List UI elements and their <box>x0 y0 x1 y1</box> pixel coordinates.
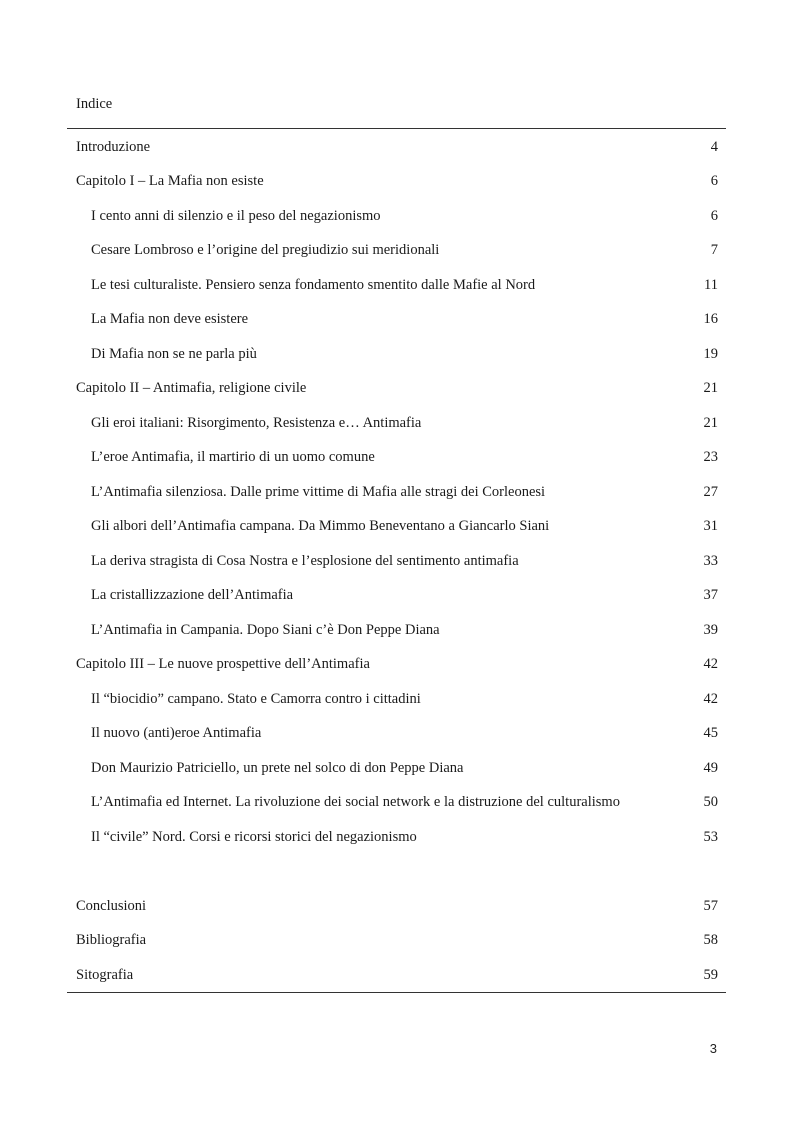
toc-chapter-entry[interactable] <box>76 165 718 200</box>
toc-entry-title: Di Mafia non se ne parla più <box>91 345 257 362</box>
toc-section-entry[interactable] <box>76 544 718 579</box>
toc-entry-page: 37 <box>703 587 718 604</box>
page-number: 3 <box>709 1041 717 1056</box>
toc-entry-title: Gli albori dell’Antimafia campana. Da Mimmo Beneventano a Giancarlo Siani <box>91 518 550 535</box>
toc-entry-title: Bibliografia <box>76 932 147 949</box>
toc-section-entry[interactable] <box>76 199 718 234</box>
toc-section-entry[interactable] <box>76 406 718 441</box>
toc-entry-page: 53 <box>703 828 718 845</box>
toc-entry-page: 16 <box>703 311 718 328</box>
toc-entry-page: 59 <box>703 966 718 983</box>
toc-section-entry[interactable] <box>76 786 718 821</box>
toc-section-entry[interactable] <box>76 475 718 510</box>
toc-chapter-entry[interactable] <box>76 372 718 407</box>
toc-entry-page: 50 <box>703 794 718 811</box>
toc-entry-page: 21 <box>703 380 718 397</box>
toc-entry-title: Conclusioni <box>76 897 147 914</box>
toc-entry-page: 7 <box>710 242 718 259</box>
toc-top-rule <box>67 128 726 129</box>
toc-section-entry[interactable] <box>76 751 718 786</box>
toc-entry-page: 27 <box>703 483 718 500</box>
toc-entry-title: Il “biocidio” campano. Stato e Camorra contro i cittadini <box>91 690 421 707</box>
toc-entry-page: 33 <box>703 552 718 569</box>
toc-entry-title: L’Antimafia ed Internet. La rivoluzione dei social network e la distruzione del culturalismo <box>91 794 620 811</box>
toc-entry-title: Capitolo I – La Mafia non esiste <box>76 173 264 190</box>
toc-entry-title: L’Antimafia in Campania. Dopo Siani c’è Don Peppe Diana <box>91 621 440 638</box>
toc-entry-page: 23 <box>703 449 718 466</box>
toc-section-entry[interactable] <box>76 820 718 855</box>
toc-title: Indice <box>76 96 113 112</box>
toc-section-entry[interactable] <box>76 441 718 476</box>
toc-entry-page: 39 <box>703 621 718 638</box>
toc-entry-title: Capitolo II – Antimafia, religione civile <box>76 380 307 397</box>
toc-chapter-entry[interactable] <box>76 958 718 993</box>
toc-entry-title: Il “civile” Nord. Corsi e ricorsi storici del negazionismo <box>91 828 417 845</box>
toc-entry-title: Sitografia <box>76 966 134 983</box>
toc-bottom-rule <box>67 992 726 993</box>
toc-spacer <box>76 855 718 890</box>
toc-entry-title: La cristallizzazione dell’Antimafia <box>91 587 294 604</box>
toc-entry-title: Capitolo III – Le nuove prospettive dell’Antimafia <box>76 656 370 673</box>
toc-entry-title: Cesare Lombroso e l’origine del pregiudizio sui meridionali <box>91 242 440 259</box>
toc-chapter-entry[interactable] <box>76 924 718 959</box>
toc-section-entry[interactable] <box>76 510 718 545</box>
toc-entry-page: 49 <box>703 759 718 776</box>
toc-chapter-entry[interactable] <box>76 130 718 165</box>
toc-entry-title: Le tesi culturaliste. Pensiero senza fondamento smentito dalle Mafie al Nord <box>91 276 536 293</box>
toc-entry-title: Il nuovo (anti)eroe Antimafia <box>91 725 262 742</box>
toc-entry-page: 19 <box>703 345 718 362</box>
toc-section-entry[interactable] <box>76 682 718 717</box>
toc-section-entry[interactable] <box>76 303 718 338</box>
toc-entry-title: Gli eroi italiani: Risorgimento, Resistenza e… Antimafia <box>91 414 422 431</box>
toc-entry-title: L’eroe Antimafia, il martirio di un uomo comune <box>91 449 375 466</box>
toc-section-entry[interactable] <box>76 579 718 614</box>
toc-entry-page: 6 <box>710 207 718 224</box>
toc-entry-page: 42 <box>703 656 718 673</box>
toc-entry-page: 42 <box>703 690 718 707</box>
toc-entry-page: 45 <box>703 725 718 742</box>
toc-section-entry[interactable] <box>76 337 718 372</box>
toc-section-entry[interactable] <box>76 613 718 648</box>
toc-entry-page: 58 <box>703 932 718 949</box>
toc-chapter-entry[interactable] <box>76 648 718 683</box>
toc-entry-title: Introduzione <box>76 138 151 155</box>
toc-entry-title: Don Maurizio Patriciello, un prete nel solco di don Peppe Diana <box>91 759 464 776</box>
toc-section-entry[interactable] <box>76 234 718 269</box>
table-of-contents <box>76 130 718 993</box>
toc-entry-page: 4 <box>710 138 718 155</box>
toc-section-entry[interactable] <box>76 717 718 752</box>
toc-entry-page: 21 <box>703 414 718 431</box>
toc-entry-page: 31 <box>703 518 718 535</box>
toc-entry-page: 57 <box>703 897 718 914</box>
toc-entry-title: La Mafia non deve esistere <box>91 311 249 328</box>
toc-entry-page: 11 <box>704 276 718 293</box>
toc-entry-page: 6 <box>710 173 718 190</box>
toc-section-entry[interactable] <box>76 268 718 303</box>
toc-chapter-entry[interactable] <box>76 889 718 924</box>
toc-entry-title: L’Antimafia silenziosa. Dalle prime vittime di Mafia alle stragi dei Corleonesi <box>91 483 546 500</box>
toc-entry-title: I cento anni di silenzio e il peso del negazionismo <box>91 207 381 224</box>
toc-entry-title: La deriva stragista di Cosa Nostra e l’esplosione del sentimento antimafia <box>91 552 519 569</box>
